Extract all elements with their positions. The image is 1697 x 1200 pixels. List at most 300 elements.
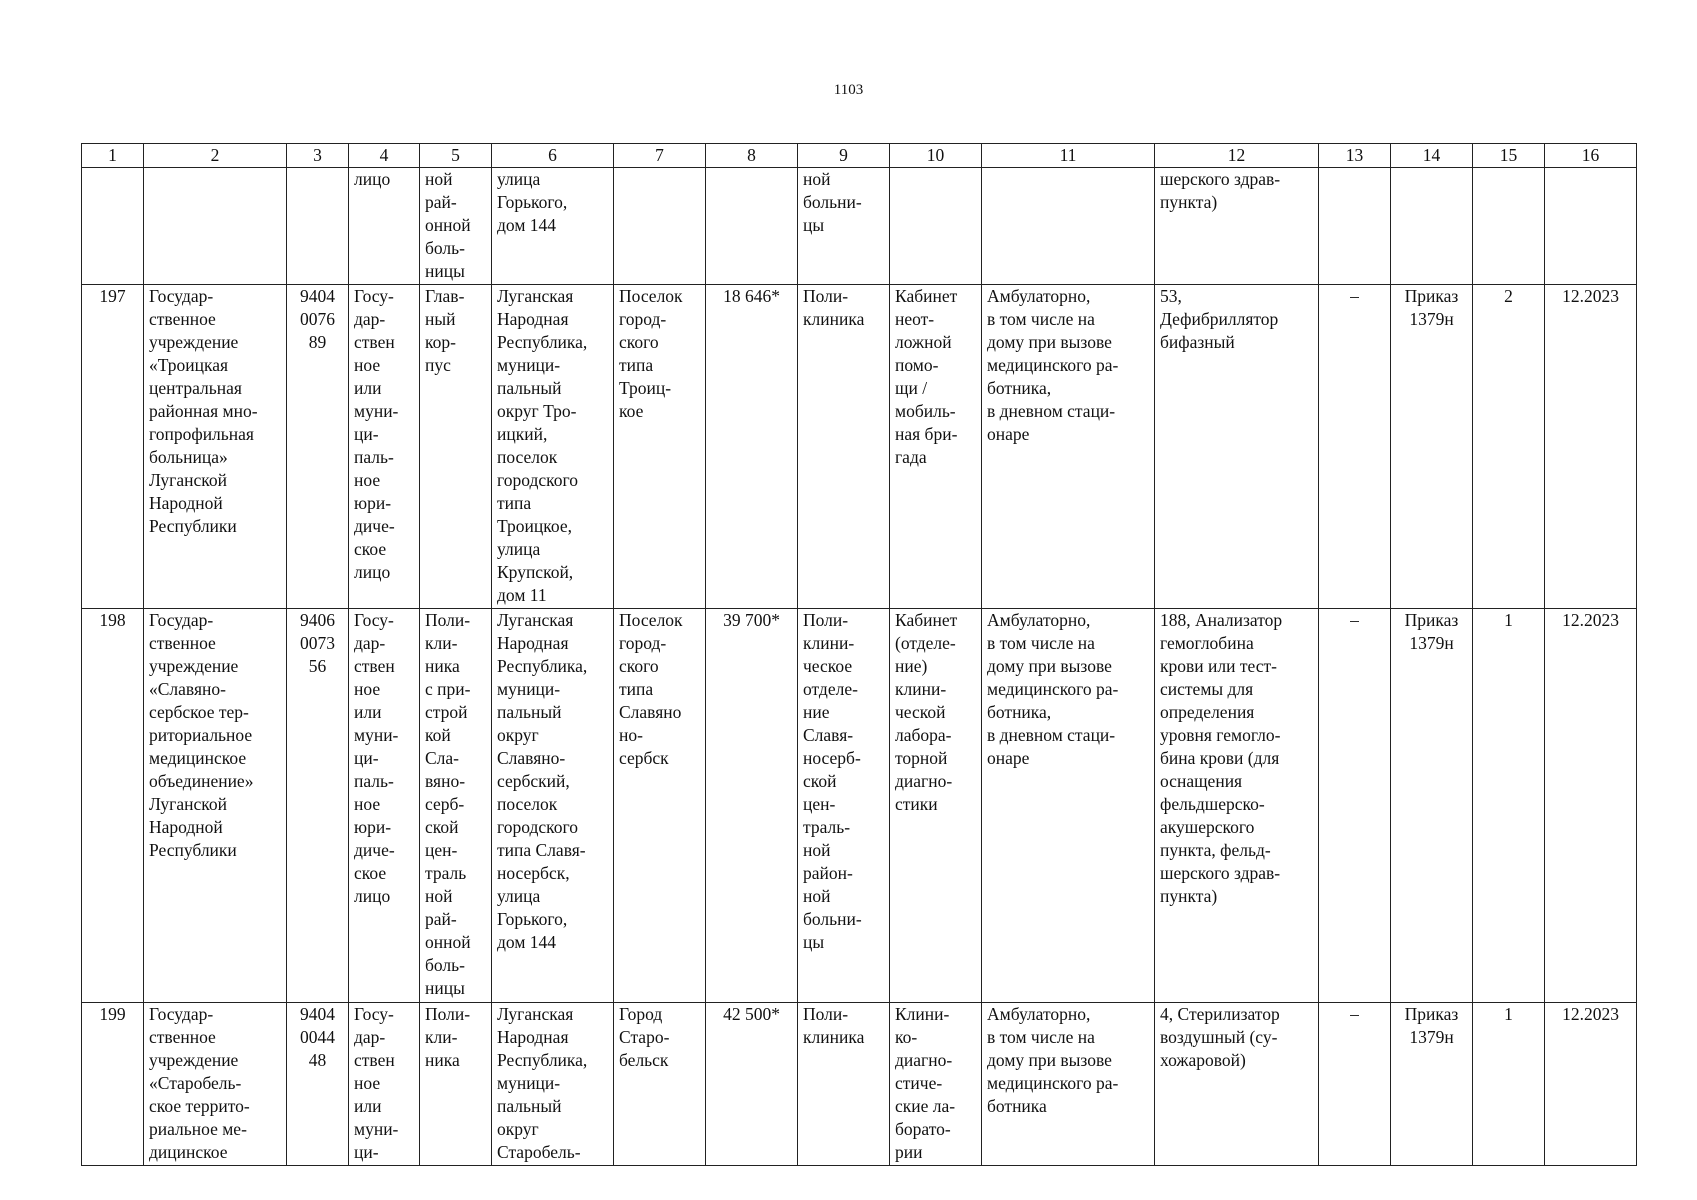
table-body — [82, 144, 1637, 1166]
column-number-7: 7 — [614, 144, 706, 168]
cell-line: онной — [425, 932, 471, 953]
cell-col-6 — [492, 1003, 614, 1166]
cell-line: ботника, — [987, 377, 1052, 398]
cell-line: рай- — [425, 192, 457, 213]
cell-line: ницы — [425, 978, 465, 999]
column-number-9: 9 — [798, 144, 890, 168]
column-number-1: 1 — [82, 144, 144, 168]
cell-line: муни- — [354, 725, 399, 746]
cell-line: 12.2023 — [1562, 610, 1619, 631]
cell-line: типа — [619, 354, 654, 375]
cell-line: пус — [425, 354, 451, 375]
cell-line: диче- — [354, 515, 395, 536]
cell-col-5 — [420, 609, 492, 1003]
cell-line: вяно- — [425, 771, 466, 792]
cell-col-15 — [1473, 168, 1545, 285]
cell-line: мобиль- — [895, 400, 956, 421]
cell-line: системы для — [1160, 679, 1254, 700]
cell-line: 198 — [99, 610, 126, 631]
cell-line: ское террито- — [149, 1096, 250, 1117]
cell-line: «Славяно- — [149, 679, 226, 700]
column-number-row — [82, 144, 1637, 168]
cell-col-16 — [1545, 284, 1637, 609]
cell-line: Амбулаторно, — [987, 1004, 1091, 1025]
cell-line: паль- — [354, 771, 394, 792]
cell-line: крови или тест- — [1160, 656, 1277, 677]
cell-line: пальный — [497, 702, 562, 723]
cell-line: округ — [497, 1119, 539, 1140]
cell-line: Клини- — [895, 1004, 950, 1025]
cell-line: бифазный — [1160, 331, 1235, 352]
cell-line: ского — [619, 656, 659, 677]
cell-line: Республика, — [497, 331, 588, 352]
cell-line: ницы — [425, 261, 465, 282]
cell-line: хожаровой) — [1160, 1050, 1246, 1071]
cell-col-8 — [706, 168, 798, 285]
cell-line: Поселок — [619, 285, 683, 306]
cell-line: цы — [803, 215, 825, 236]
page-number: 1103 — [833, 82, 864, 98]
cell-line: дому при вызове — [987, 331, 1112, 352]
cell-col-10 — [890, 168, 982, 285]
cell-col-6 — [492, 284, 614, 609]
cell-line: – — [1350, 610, 1359, 631]
cell-line: Поли- — [803, 285, 849, 306]
cell-line: учреждение — [149, 1050, 239, 1071]
cell-line: улица — [497, 538, 541, 559]
cell-col-12 — [1155, 1003, 1319, 1166]
cell-col-7 — [614, 168, 706, 285]
cell-line: ческое — [803, 656, 853, 677]
cell-line: Славяно — [619, 702, 682, 723]
cell-line: или — [354, 702, 382, 723]
cell-line: город- — [619, 633, 667, 654]
cell-line: ной — [803, 840, 831, 861]
cell-col-13 — [1319, 284, 1391, 609]
cell-line: 1379н — [1409, 308, 1454, 329]
cell-line: Республики — [149, 515, 237, 536]
cell-col-5 — [420, 1003, 492, 1166]
cell-line: сербск — [619, 748, 669, 769]
cell-line: боль- — [425, 955, 465, 976]
cell-line: медицинского ра- — [987, 1073, 1119, 1094]
cell-line: Поли- — [803, 1004, 849, 1025]
cell-line: ная бри- — [895, 423, 958, 444]
cell-line: ной — [425, 886, 453, 907]
cell-line: лицо — [354, 561, 391, 582]
cell-col-16 — [1545, 168, 1637, 285]
cell-line: Поли- — [425, 610, 471, 631]
cell-col-10 — [890, 609, 982, 1003]
cell-line: ственное — [149, 633, 216, 654]
cell-line: онной — [425, 215, 471, 236]
cell-line: муни- — [354, 1119, 399, 1140]
cell-line: 4, Стерилизатор — [1160, 1004, 1280, 1025]
column-number-11: 11 — [982, 144, 1155, 168]
cell-line: Республики — [149, 840, 237, 861]
cell-line: Город — [619, 1004, 663, 1025]
cell-line: кой — [425, 725, 451, 746]
cell-line: медицинское — [149, 748, 247, 769]
cell-line: носербск, — [497, 863, 570, 884]
cell-line: Государ- — [149, 1004, 214, 1025]
cell-line: Старо- — [619, 1027, 670, 1048]
cell-line: Народной — [149, 492, 223, 513]
cell-line: воздушный (су- — [1160, 1027, 1278, 1048]
cell-line: ное — [354, 469, 381, 490]
cell-line: ской — [803, 771, 837, 792]
column-number-3: 3 — [287, 144, 349, 168]
cell-line: клиника — [803, 1027, 865, 1048]
cell-line: ственное — [149, 308, 216, 329]
cell-col-15 — [1473, 1003, 1545, 1166]
cell-col-16 — [1545, 1003, 1637, 1166]
cell-line: ствен — [354, 331, 395, 352]
cell-line: Приказ — [1404, 1004, 1459, 1025]
registry-table — [81, 143, 1637, 1166]
cell-line: носерб- — [803, 748, 861, 769]
cell-line: городского — [497, 469, 579, 490]
cell-col-9 — [798, 284, 890, 609]
cell-line: 56 — [308, 656, 327, 677]
cell-line: округ Тро- — [497, 400, 577, 421]
cell-col-14 — [1391, 284, 1473, 609]
cell-line: Луганской — [149, 794, 227, 815]
cell-line: оснащения — [1160, 771, 1243, 792]
cell-col-9 — [798, 1003, 890, 1166]
cell-line: округ — [497, 725, 539, 746]
cell-line: ское — [354, 863, 387, 884]
cell-line: Приказ — [1404, 610, 1459, 631]
cell-line: Луганская — [497, 285, 574, 306]
column-number-2: 2 — [144, 144, 287, 168]
cell-line: улица — [497, 169, 541, 190]
cell-line: городского — [497, 817, 579, 838]
cell-line: гопрофильная — [149, 423, 254, 444]
cell-line: Приказ — [1404, 285, 1459, 306]
cell-line: 9406 — [300, 610, 335, 631]
cell-col-6 — [492, 609, 614, 1003]
cell-line: гада — [895, 446, 927, 467]
cell-col-1 — [82, 609, 144, 1003]
cell-line: 1 — [1504, 610, 1513, 631]
cell-line: шерского здрав- — [1160, 863, 1281, 884]
cell-line: «Старобель- — [149, 1073, 242, 1094]
cell-line: – — [1350, 1004, 1359, 1025]
cell-line: Луганская — [497, 610, 574, 631]
cell-line: 89 — [308, 331, 327, 352]
cell-col-4 — [349, 284, 420, 609]
cell-col-3 — [287, 168, 349, 285]
cell-line: учреждение — [149, 331, 239, 352]
cell-line: Государ- — [149, 285, 214, 306]
cell-line: пальный — [497, 377, 562, 398]
cell-col-12 — [1155, 284, 1319, 609]
cell-line: бельск — [619, 1050, 669, 1071]
cell-line: или — [354, 1096, 382, 1117]
table-row — [82, 609, 1637, 1003]
cell-col-4 — [349, 609, 420, 1003]
cell-line: Госу- — [354, 1004, 394, 1025]
cell-col-4 — [349, 1003, 420, 1166]
cell-line: ци- — [354, 1142, 379, 1163]
cell-line: Луганской — [149, 469, 227, 490]
cell-line: больни- — [803, 192, 862, 213]
cell-line: клини- — [803, 633, 855, 654]
column-number-12: 12 — [1155, 144, 1319, 168]
cell-col-9 — [798, 168, 890, 285]
cell-line: Кабинет — [895, 610, 958, 631]
cell-line: 12.2023 — [1562, 285, 1619, 306]
cell-line: щи / — [895, 377, 928, 398]
cell-line: 53, — [1160, 285, 1182, 306]
cell-col-3 — [287, 1003, 349, 1166]
cell-line: 1379н — [1409, 1027, 1454, 1048]
cell-line: Кабинет — [895, 285, 958, 306]
cell-line: гемоглобина — [1160, 633, 1254, 654]
cell-col-13 — [1319, 609, 1391, 1003]
cell-line: дар- — [354, 1027, 386, 1048]
cell-line: ника — [425, 656, 460, 677]
cell-line: Дефибриллятор — [1160, 308, 1279, 329]
cell-line: Государ- — [149, 610, 214, 631]
cell-col-6 — [492, 168, 614, 285]
cell-line: ствен — [354, 1050, 395, 1071]
cell-line: сербское тер- — [149, 702, 249, 723]
cell-line: рии — [895, 1142, 923, 1163]
cell-col-8 — [706, 284, 798, 609]
cell-col-16 — [1545, 609, 1637, 1003]
cell-line: но- — [619, 725, 643, 746]
cell-line: неот- — [895, 308, 935, 329]
cell-line: 9404 — [300, 1004, 335, 1025]
cell-line: районная мно- — [149, 400, 258, 421]
cell-line: ние) — [895, 656, 928, 677]
cell-line: ное — [354, 679, 381, 700]
cell-col-10 — [890, 284, 982, 609]
cell-line: Горького, — [497, 192, 568, 213]
cell-line: поселок — [497, 446, 558, 467]
cell-line: дом 144 — [497, 932, 557, 953]
cell-line: Сла- — [425, 748, 460, 769]
cell-line: ственное — [149, 1027, 216, 1048]
cell-line: паль- — [354, 446, 394, 467]
cell-col-10 — [890, 1003, 982, 1166]
cell-col-2 — [144, 168, 287, 285]
cell-line: сербский, — [497, 771, 570, 792]
column-number-6: 6 — [492, 144, 614, 168]
cell-line: серб- — [425, 794, 465, 815]
cell-line: Народная — [497, 1027, 569, 1048]
cell-line: (отделе- — [895, 633, 956, 654]
cell-line: Поли- — [425, 1004, 471, 1025]
cell-line: клиника — [803, 308, 865, 329]
cell-line: медицинского ра- — [987, 354, 1119, 375]
cell-col-2 — [144, 284, 287, 609]
cell-line: уровня гемогло- — [1160, 725, 1281, 746]
cell-col-3 — [287, 609, 349, 1003]
cell-line: ской — [425, 817, 459, 838]
cell-line: ной — [425, 169, 453, 190]
cell-line: 0044 — [300, 1027, 335, 1048]
cell-line: в том числе на — [987, 308, 1095, 329]
cell-line: дицинское — [149, 1142, 228, 1163]
cell-col-11 — [982, 168, 1155, 285]
cell-line: пункта, фельд- — [1160, 840, 1271, 861]
cell-line: ское — [354, 538, 387, 559]
cell-line: Славя- — [803, 725, 854, 746]
cell-line: пункта) — [1160, 192, 1218, 213]
cell-line: пальный — [497, 1096, 562, 1117]
cell-line: 0073 — [300, 633, 335, 654]
cell-line: ботника, — [987, 702, 1052, 723]
cell-line: пункта) — [1160, 886, 1218, 907]
cell-line: ной — [803, 886, 831, 907]
cell-line: дом 11 — [497, 584, 547, 605]
column-number-8: 8 — [706, 144, 798, 168]
cell-line: ный — [425, 308, 456, 329]
cell-line: цен- — [803, 794, 836, 815]
cell-line: боль- — [425, 238, 465, 259]
cell-line: в дневном стаци- — [987, 400, 1116, 421]
column-number-14: 14 — [1391, 144, 1473, 168]
cell-line: Старобель- — [497, 1142, 581, 1163]
cell-col-14 — [1391, 1003, 1473, 1166]
cell-line: район- — [803, 863, 853, 884]
cell-line: кое — [619, 400, 644, 421]
cell-col-5 — [420, 168, 492, 285]
cell-line: ко- — [895, 1027, 918, 1048]
cell-col-1 — [82, 168, 144, 285]
cell-line: бина крови (для — [1160, 748, 1280, 769]
cell-line: 12.2023 — [1562, 1004, 1619, 1025]
cell-line: типа — [619, 679, 654, 700]
cell-line: 9404 — [300, 285, 335, 306]
cell-line: кор- — [425, 331, 456, 352]
cell-col-14 — [1391, 168, 1473, 285]
cell-line: муници- — [497, 679, 561, 700]
cell-line: диче- — [354, 840, 395, 861]
cell-line: дар- — [354, 308, 386, 329]
cell-line: 1379н — [1409, 633, 1454, 654]
cell-line: лицо — [354, 886, 391, 907]
cell-col-12 — [1155, 168, 1319, 285]
cell-line: борато- — [895, 1119, 951, 1140]
cell-col-4 — [349, 168, 420, 285]
cell-col-15 — [1473, 609, 1545, 1003]
cell-line: 2 — [1504, 285, 1513, 306]
cell-line: шерского здрав- — [1160, 169, 1281, 190]
cell-line: улица — [497, 886, 541, 907]
cell-col-1 — [82, 1003, 144, 1166]
cell-line: Амбулаторно, — [987, 285, 1091, 306]
cell-line: риториальное — [149, 725, 253, 746]
cell-line: Республика, — [497, 1050, 588, 1071]
cell-line: онаре — [987, 748, 1030, 769]
cell-line: в дневном стаци- — [987, 725, 1116, 746]
cell-line: строй — [425, 702, 468, 723]
column-number-15: 15 — [1473, 144, 1545, 168]
cell-line: дар- — [354, 633, 386, 654]
cell-line: кли- — [425, 633, 458, 654]
cell-line: определения — [1160, 702, 1255, 723]
cell-line: Поли- — [803, 610, 849, 631]
cell-line: 39 700* — [723, 610, 780, 631]
cell-line: медицинского ра- — [987, 679, 1119, 700]
cell-line: ной — [803, 169, 831, 190]
cell-line: Республика, — [497, 656, 588, 677]
cell-line: ицкий, — [497, 423, 548, 444]
cell-col-5 — [420, 284, 492, 609]
cell-col-2 — [144, 609, 287, 1003]
cell-line: отделе- — [803, 679, 858, 700]
cell-line: лицо — [354, 169, 391, 190]
cell-line: ное — [354, 1073, 381, 1094]
column-number-4: 4 — [349, 144, 420, 168]
table-row — [82, 1003, 1637, 1166]
cell-line: 199 — [99, 1004, 126, 1025]
column-number-5: 5 — [420, 144, 492, 168]
cell-line: 188, Анализатор — [1160, 610, 1283, 631]
cell-line: Госу- — [354, 285, 394, 306]
cell-line: дому при вызове — [987, 656, 1112, 677]
cell-line: объединение» — [149, 771, 254, 792]
cell-line: в том числе на — [987, 1027, 1095, 1048]
cell-line: ное — [354, 794, 381, 815]
cell-line: Глав- — [425, 285, 465, 306]
cell-line: ци- — [354, 423, 379, 444]
cell-line: Троицкое, — [497, 515, 572, 536]
cell-line: траль- — [803, 817, 851, 838]
cell-col-7 — [614, 1003, 706, 1166]
cell-line: в том числе на — [987, 633, 1095, 654]
cell-line: Народная — [497, 308, 569, 329]
cell-line: юри- — [354, 817, 392, 838]
cell-col-11 — [982, 1003, 1155, 1166]
cell-col-9 — [798, 609, 890, 1003]
cell-line: Крупской, — [497, 561, 574, 582]
cell-line: дом 144 — [497, 215, 557, 236]
cell-line: ского — [619, 331, 659, 352]
cell-line: онаре — [987, 423, 1030, 444]
cell-col-2 — [144, 1003, 287, 1166]
cell-line: больница» — [149, 446, 228, 467]
column-number-10: 10 — [890, 144, 982, 168]
cell-line: фельдшерско- — [1160, 794, 1265, 815]
cell-line: ное — [354, 354, 381, 375]
cell-col-12 — [1155, 609, 1319, 1003]
cell-line: муни- — [354, 400, 399, 421]
column-number-16: 16 — [1545, 144, 1637, 168]
cell-line: ские ла- — [895, 1096, 956, 1117]
cell-line: Народной — [149, 817, 223, 838]
cell-line: поселок — [497, 794, 558, 815]
cell-line: рай- — [425, 909, 457, 930]
cell-line: Славяно- — [497, 748, 566, 769]
table-row — [82, 168, 1637, 285]
cell-line: кли- — [425, 1027, 458, 1048]
cell-line: ствен — [354, 656, 395, 677]
table-row — [82, 284, 1637, 609]
cell-line: стиче- — [895, 1073, 943, 1094]
cell-line: 0076 — [300, 308, 335, 329]
cell-col-8 — [706, 1003, 798, 1166]
cell-line: риальное ме- — [149, 1119, 247, 1140]
cell-col-7 — [614, 609, 706, 1003]
cell-line: ческой — [895, 702, 946, 723]
cell-line: типа — [497, 492, 532, 513]
cell-line: юри- — [354, 492, 392, 513]
